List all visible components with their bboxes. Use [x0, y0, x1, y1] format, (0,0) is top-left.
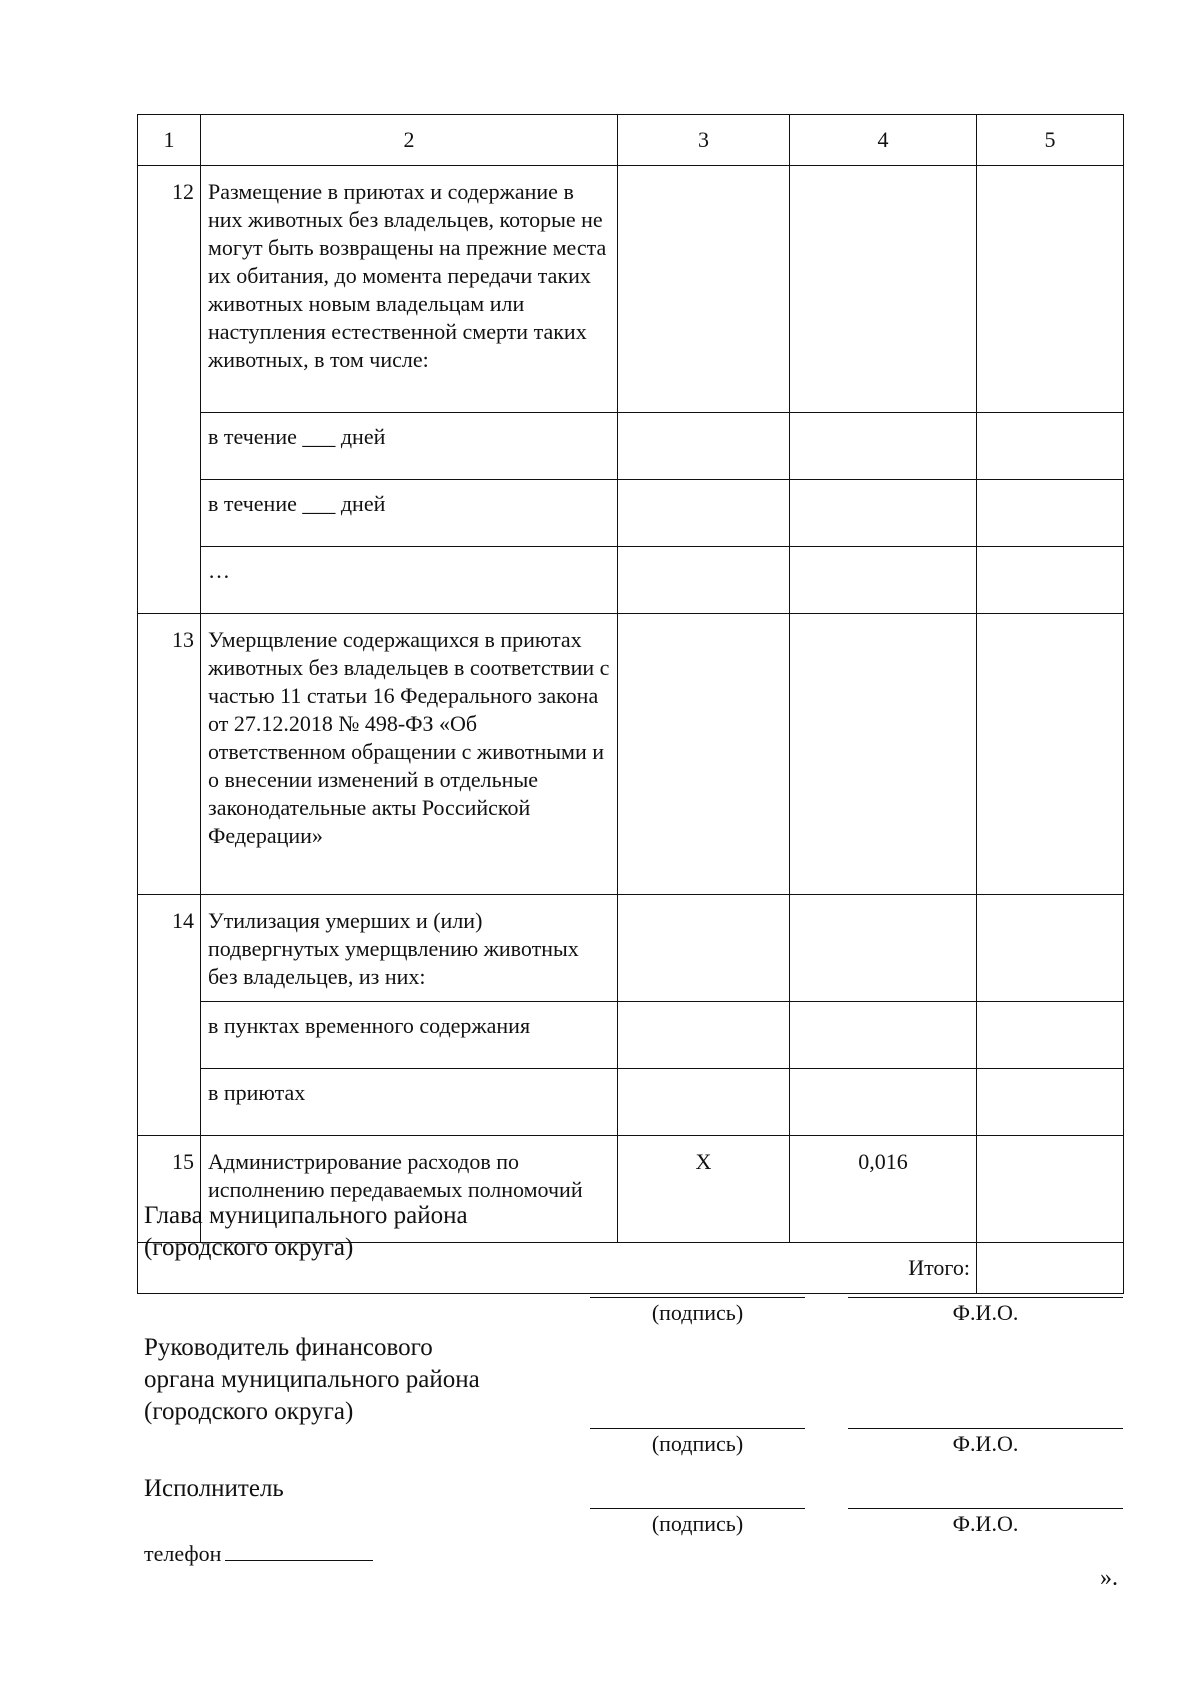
table-subrow [138, 1069, 1124, 1136]
table-row-13 [138, 614, 1124, 895]
header-cell-1: 1 [138, 115, 201, 166]
name-caption: Ф.И.О. [952, 1511, 1019, 1536]
cell-col5 [977, 895, 1124, 1002]
signature-caption: (подпись) [651, 1431, 744, 1456]
signature-line [590, 1428, 805, 1429]
row-number: 15 [138, 1136, 201, 1243]
cell-col5 [977, 1002, 1124, 1069]
cell-col3 [618, 480, 790, 547]
cell-col3 [618, 547, 790, 614]
subrow-description: в течение ___ дней [201, 413, 618, 480]
closing-quote: ». [1100, 1565, 1118, 1591]
table-subrow [138, 1002, 1124, 1069]
finance-title [144, 1332, 480, 1428]
phone-label: телефон [144, 1541, 222, 1566]
cell-col3 [618, 1002, 790, 1069]
cell-col4 [790, 547, 977, 614]
cell-col4: 0,016 [790, 1136, 977, 1243]
name-line [848, 1297, 1123, 1298]
header-cell-5: 5 [977, 115, 1124, 166]
name-caption: Ф.И.О. [952, 1300, 1019, 1325]
header-cell-4: 4 [790, 115, 977, 166]
name-caption: Ф.И.О. [952, 1431, 1019, 1456]
cell-col3 [618, 413, 790, 480]
cell-col4 [790, 895, 977, 1002]
phone-field [144, 1540, 373, 1567]
subrow-description: … [201, 547, 618, 614]
phone-blank-line [225, 1540, 373, 1561]
finance-title-line: Руководитель финансового [144, 1334, 433, 1361]
head-title-line: (городского округа) [144, 1234, 354, 1261]
executor-title-line: Исполнитель [144, 1475, 284, 1502]
table-row-14 [138, 895, 1124, 1002]
cell-col4 [790, 1002, 977, 1069]
row-number: 13 [138, 614, 201, 895]
cell-col4 [790, 480, 977, 547]
cell-col5 [977, 166, 1124, 413]
table-subrow [138, 547, 1124, 614]
signature-line [590, 1508, 805, 1509]
finance-title-line: (городского округа) [144, 1398, 354, 1425]
cell-col5 [977, 480, 1124, 547]
subrow-description: в приютах [201, 1069, 618, 1136]
subrow-description: в пунктах временного содержания [201, 1002, 618, 1069]
table-row-12 [138, 166, 1124, 413]
header-cell-2: 2 [201, 115, 618, 166]
row-number: 14 [138, 895, 201, 1136]
table-subrow [138, 413, 1124, 480]
cell-col5 [977, 413, 1124, 480]
subrow-description: в течение ___ дней [201, 480, 618, 547]
cell-col4 [790, 413, 977, 480]
signature-caption: (подпись) [651, 1300, 744, 1325]
cell-col5 [977, 547, 1124, 614]
row-description: Умерщвление содержащихся в приютах животных без владельцев в соответствии с частью 11 статьи 16 Федерального закона от 27.12.2018 № 498-ФЗ «Об ответственном обращении с животными и о внесении изменений в отдельные законодательные акты Российской Федерации» [201, 614, 618, 895]
table-header-row [138, 115, 1124, 166]
cell-col3: Х [618, 1136, 790, 1243]
total-label: Итого: [138, 1243, 977, 1294]
cell-col3 [618, 166, 790, 413]
cell-col4 [790, 1069, 977, 1136]
cell-col5 [977, 1069, 1124, 1136]
head-title-line: Глава муниципального района [144, 1202, 468, 1229]
row-number: 12 [138, 166, 201, 614]
row-description: Администрирование расходов по исполнению передаваемых полномочий [201, 1136, 618, 1243]
name-line [848, 1428, 1123, 1429]
table-subrow [138, 480, 1124, 547]
cell-col3 [618, 614, 790, 895]
head-title [144, 1200, 468, 1264]
cell-col5 [977, 614, 1124, 895]
signature-caption: (подпись) [651, 1511, 744, 1536]
row-description: Утилизация умерших и (или) подвергнутых умерщвлению животных без владельцев, из них: [201, 895, 618, 1002]
name-line [848, 1508, 1123, 1509]
executor-title [144, 1473, 284, 1505]
cell-col5 [977, 1136, 1124, 1243]
row-description: Размещение в приютах и содержание в них животных без владельцев, которые не могут быть возвращены на прежние места их обитания, до момента передачи таких животных новым владельцам или наступления естественной смерти таких животных, в том числе: [201, 166, 618, 413]
signature-line [590, 1297, 805, 1298]
finance-title-line: органа муниципального района [144, 1366, 480, 1393]
header-cell-3: 3 [618, 115, 790, 166]
cell-col4 [790, 614, 977, 895]
expense-table [137, 114, 1124, 1294]
cell-col3 [618, 895, 790, 1002]
cell-col3 [618, 1069, 790, 1136]
cell-col4 [790, 166, 977, 413]
total-value [977, 1243, 1124, 1294]
